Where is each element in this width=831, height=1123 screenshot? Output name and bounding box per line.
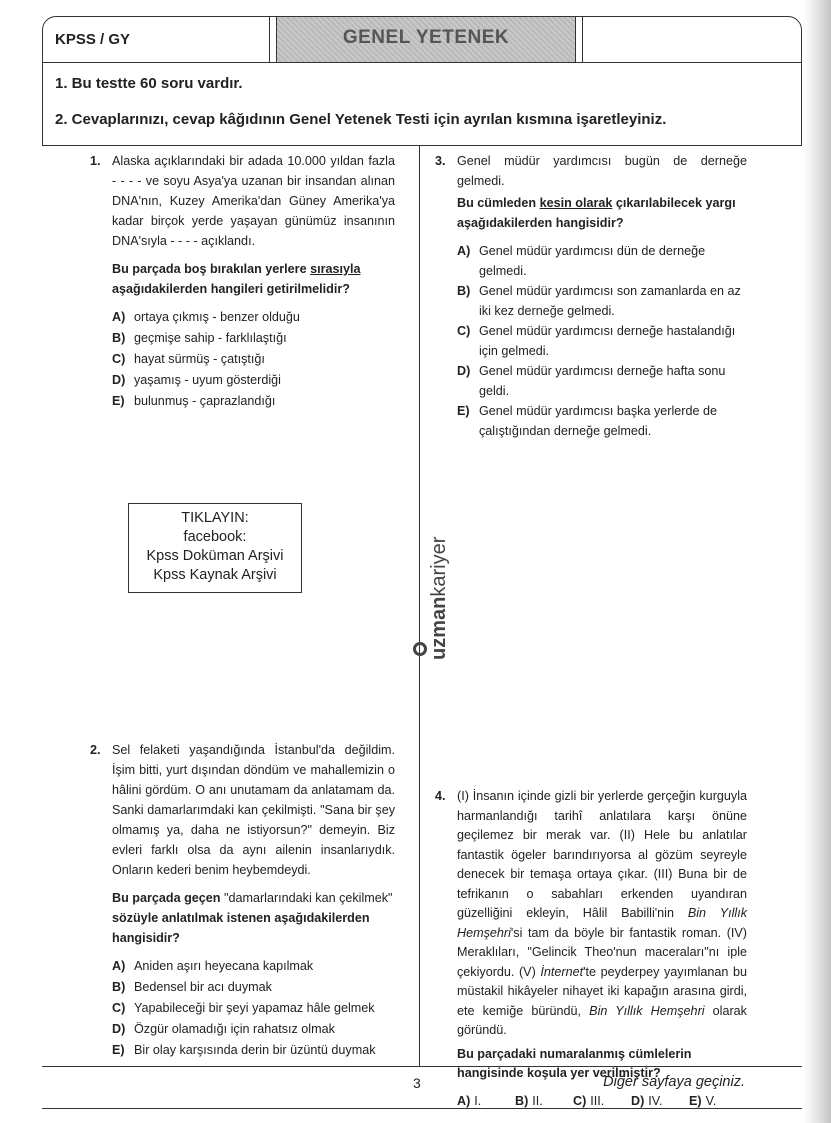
question-number: 3. — [435, 154, 446, 168]
question-text: Alaska açıklarındaki bir adada 10.000 yıldan fazla - - - - ve soyu Asya'ya uzanan bir insandan alınan DNA'nın, Kuzey Amerika'dan Güney Amerika'ya kadar birçok yerde yaşayan günümüz insanının DNA'sıyla - - - - açıklandı. — [112, 154, 395, 248]
option-a[interactable]: A) ortaya çıkmış - benzer olduğu — [112, 310, 300, 324]
option-e[interactable]: E) Genel müdür yardımcısı başka yerlerde de çalıştığından derneğe gelmedi. — [457, 404, 717, 438]
question-stem: Bu parçadaki numaralanmış cümlelerin hangisinde koşula yer verilmiştir? — [457, 1046, 692, 1080]
question-stem: Bu parçada geçen "damarlarındaki kan çekilmek" sözüyle anlatılmak istenen aşağıdakilerden hangisidir? — [112, 891, 393, 945]
question-stem: Bu cümleden kesin olarak çıkarılabilecek yargı aşağıdakilerden hangisidir? — [457, 196, 736, 230]
option-c[interactable]: C) III. — [573, 1093, 605, 1108]
option-d[interactable]: D) yaşamış - uyum gösterdiği — [112, 373, 281, 387]
option-e[interactable]: E) bulunmuş - çaprazlandığı — [112, 394, 276, 408]
options — [457, 241, 747, 441]
option-d[interactable]: D) Özgür olamadığı için rahatsız olmak — [112, 1022, 335, 1036]
option-c[interactable]: C) hayat sürmüş - çatıştığı — [112, 352, 265, 366]
options — [112, 307, 395, 412]
footer-rule-bottom — [42, 1108, 802, 1109]
footer-rule-top — [42, 1066, 802, 1067]
question-text: (I) İnsanın içinde gizli bir yerlerde gerçeğin kurguyla harmanlandığı tarihî anlatılara karşı önüne geçilemez bir merak var. (II) Hele bu anlatılar fantastik ögeler barındırıyorsa al gözüm seyreyle denecek bir temaşa ortaya çıkar. (III) Buna bir de tefrikanın o sabahları erkenden uyandıran güzelliğini ekleyin, Hâlil Babilli'nin Bin Yıllık Hemşehri'si tam da böyle bir fantastik roman. (IV) Meraklıları, "Gelincik Theo'nun maceraları"nı iple çekiyordu. (V) İnternet'te peyderpey yayımlanan bu müstakil hikâyeler nihayet iki kapağın arasına girdi, ete kemiğe büründü, Bin Yıllık Hemşehri olarak göründü. — [457, 789, 747, 1037]
brand-logo-icon — [413, 642, 427, 656]
question-3 — [435, 151, 747, 441]
question-4 — [435, 787, 747, 1111]
option-a[interactable]: A) Aniden aşırı heyecana kapılmak — [112, 959, 314, 973]
option-c[interactable]: C) Genel müdür yardımcısı derneğe hastalandığı için gelmedi. — [457, 324, 736, 358]
question-2 — [90, 740, 395, 1061]
ad-line-4: Kpss Kaynak Arşivi — [153, 567, 277, 583]
page-edge-shadow — [803, 0, 831, 1123]
question-number: 2. — [90, 743, 101, 757]
option-a[interactable]: A) I. — [457, 1093, 482, 1108]
question-text: Genel müdür yardımcısı bugün de derneğe gelmedi. — [457, 154, 747, 188]
header-row — [43, 17, 801, 63]
instruction-2: 2. Cevaplarınızı, cevap kâğıdının Genel Yetenek Testi için ayrılan kısmına işaretleyiniz. — [55, 111, 667, 128]
option-b[interactable]: B) geçmişe sahip - farklılaştığı — [112, 331, 287, 345]
question-stem: Bu parçada boş bırakılan yerlere sırasıyla aşağıdakilerden hangileri getirilmelidir? — [112, 262, 361, 296]
column-divider — [419, 146, 420, 1066]
option-e[interactable]: E) Bir olay karşısında derin bir üzüntü duymak — [112, 1043, 376, 1057]
option-b[interactable]: B) II. — [515, 1093, 543, 1108]
option-e[interactable]: E) V. — [689, 1093, 717, 1108]
page-number: 3 — [413, 1075, 421, 1091]
option-d[interactable]: D) IV. — [631, 1093, 663, 1108]
section-title: GENEL YETENEK — [276, 17, 576, 62]
option-b[interactable]: B) Bedensel bir acı duymak — [112, 980, 272, 994]
question-number: 4. — [435, 789, 446, 803]
brand-logo-text: uzmankariyer — [428, 536, 450, 660]
question-number: 1. — [90, 154, 101, 168]
ad-line-1: TIKLAYIN: — [181, 510, 249, 526]
option-a[interactable]: A) Genel müdür yardımcısı dün de derneğe gelmedi. — [457, 244, 706, 278]
exam-label: KPSS / GY — [43, 17, 270, 62]
ad-line-3: Kpss Doküman Arşivi — [146, 548, 284, 564]
question-1 — [90, 151, 395, 412]
options — [112, 956, 395, 1061]
instruction-1: 1. Bu testte 60 soru vardır. — [55, 75, 243, 92]
option-b[interactable]: B) Genel müdür yardımcısı son zamanlarda en az iki kez derneğe gelmedi. — [457, 284, 741, 318]
ad-box[interactable] — [128, 503, 302, 593]
header-right-box — [582, 17, 801, 62]
option-d[interactable]: D) Genel müdür yardımcısı derneğe hafta sonu geldi. — [457, 364, 726, 398]
ad-line-2: facebook: — [183, 529, 247, 545]
question-text: Sel felaketi yaşandığında İstanbul'da değildim. İşim bitti, yurt dışından döndüm ve mahallemizin o hâlini gördüm. O anı unutamam da anlatamam da. Sanki damarlarımdaki kan çekilmişti. "Sana bir şey olmamış ya, daha ne istiyorsun?" demeyin. Biz evleri farklı olsa da aynı ailenin insanlarıydık. Onların kederi benim heybemdeydi. — [112, 743, 395, 877]
next-page-note: Diğer sayfaya geçiniz. — [603, 1074, 745, 1090]
exam-header — [42, 16, 802, 146]
option-c[interactable]: C) Yapabileceği bir şeyi yapamaz hâle gelmek — [112, 1001, 375, 1015]
